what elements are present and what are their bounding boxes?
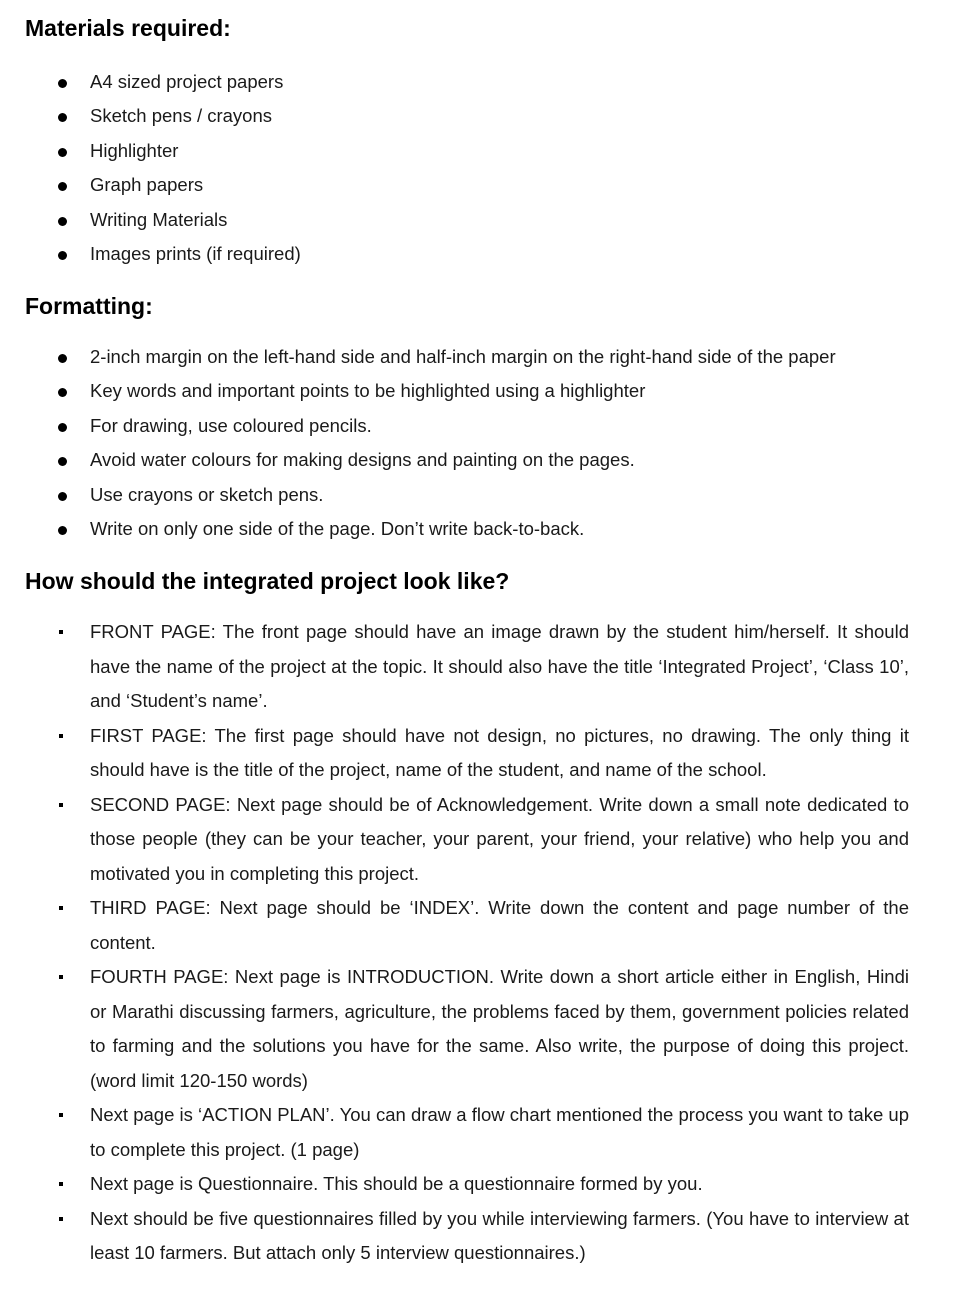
list-item [0,891,976,960]
bullet-icon [59,906,63,910]
list-item [0,443,976,477]
list-item-text: SECOND PAGE: Next page should be of Acknowledgement. Write down a small note dedicated to those people (they can be your teacher, your parent, your friend, your relative) who help you and motivated you in completing this project. [90,793,909,884]
list-item [0,99,976,133]
bullet-icon [58,79,67,88]
list-item [0,237,976,271]
list-item-text: Write on only one side of the page. Don’t write back-to-back. [90,517,585,539]
bullet-icon [58,182,67,191]
list-item [0,478,976,512]
list-item-text: FRONT PAGE: The front page should have an image drawn by the student him/herself. It should have the name of the project at the topic. It should also have the title ‘Integrated Project’, ‘Class 10’, and ‘Student’s name’. [90,621,909,711]
list-item-text: A4 sized project papers [90,71,284,92]
list-item-text: Use crayons or sketch pens. [90,483,324,505]
bullet-icon [58,388,67,397]
list-item [0,1202,976,1271]
bullet-icon [59,975,63,979]
list-item-text: Graph papers [90,174,204,196]
list-item-text: For drawing, use coloured pencils. [90,414,372,436]
bullet-icon [58,217,67,226]
list-item-text: THIRD PAGE: Next page should be ‘INDEX’. Write down the content and page number of the content. [90,897,909,953]
list-item-text: Next should be five questionnaires filled by you while interviewing farmers. (You have to interview at least 10 farmers. But attach only 5 interview questionnaires.) [90,1207,909,1263]
bullet-icon [58,526,67,535]
list-item-text: Avoid water colours for making designs and painting on the pages. [90,449,635,471]
list-item-text: FIRST PAGE: The first page should have not design, no pictures, no drawing. The only thing it should have is the title of the project, name of the student, and name of the school. [90,724,909,780]
list-item-text: Next page is ‘ACTION PLAN’. You can draw a flow chart mentioned the process you want to take up to complete this project. (1 page) [90,1104,909,1160]
list-item-text: 2-inch margin on the left-hand side and half-inch margin on the right-hand side of the paper [90,346,836,367]
list-item-text: Sketch pens / crayons [90,105,273,127]
bullet-icon [58,148,67,157]
bullet-icon [59,630,63,634]
list-item [0,168,976,202]
bullet-icon [59,1182,63,1186]
list-item-text: Images prints (if required) [90,242,301,264]
bullet-icon [58,457,67,466]
bullet-icon [59,803,63,807]
materials-list [0,65,976,271]
list-item [0,719,976,788]
list-item [0,512,976,546]
formatting-heading: Formatting: [25,293,153,319]
list-item [0,1167,976,1202]
list-item [0,203,976,237]
list-item [0,615,976,719]
list-item [0,788,976,892]
bullet-icon [58,354,67,363]
project-list [0,615,976,1271]
project-heading: How should the integrated project look like? [25,568,510,594]
list-item [0,409,976,443]
list-item [0,134,976,168]
list-item [0,340,976,374]
materials-heading: Materials required: [25,15,231,41]
list-item-text: Writing Materials [90,208,228,230]
bullet-icon [58,251,67,260]
bullet-icon [58,423,67,432]
formatting-list [0,340,976,546]
bullet-icon [58,492,67,501]
bullet-icon [58,113,67,122]
list-item-text: FOURTH PAGE: Next page is INTRODUCTION. Write down a short article either in English, Hindi or Marathi discussing farmers, agriculture, the problems faced by them, government policies related to farming and the solutions you have for the same. Also write, the purpose of doing this project. (word limit 120-150 words) [90,966,909,1091]
list-item-text: Key words and important points to be highlighted using a highlighter [90,380,646,402]
list-item [0,1098,976,1167]
list-item [0,960,976,1098]
list-item [0,374,976,408]
bullet-icon [59,1113,63,1117]
bullet-icon [59,734,63,738]
list-item [0,65,976,99]
list-item-text: Highlighter [90,139,179,161]
bullet-icon [59,1217,63,1221]
list-item-text: Next page is Questionnaire. This should be a questionnaire formed by you. [90,1173,703,1194]
